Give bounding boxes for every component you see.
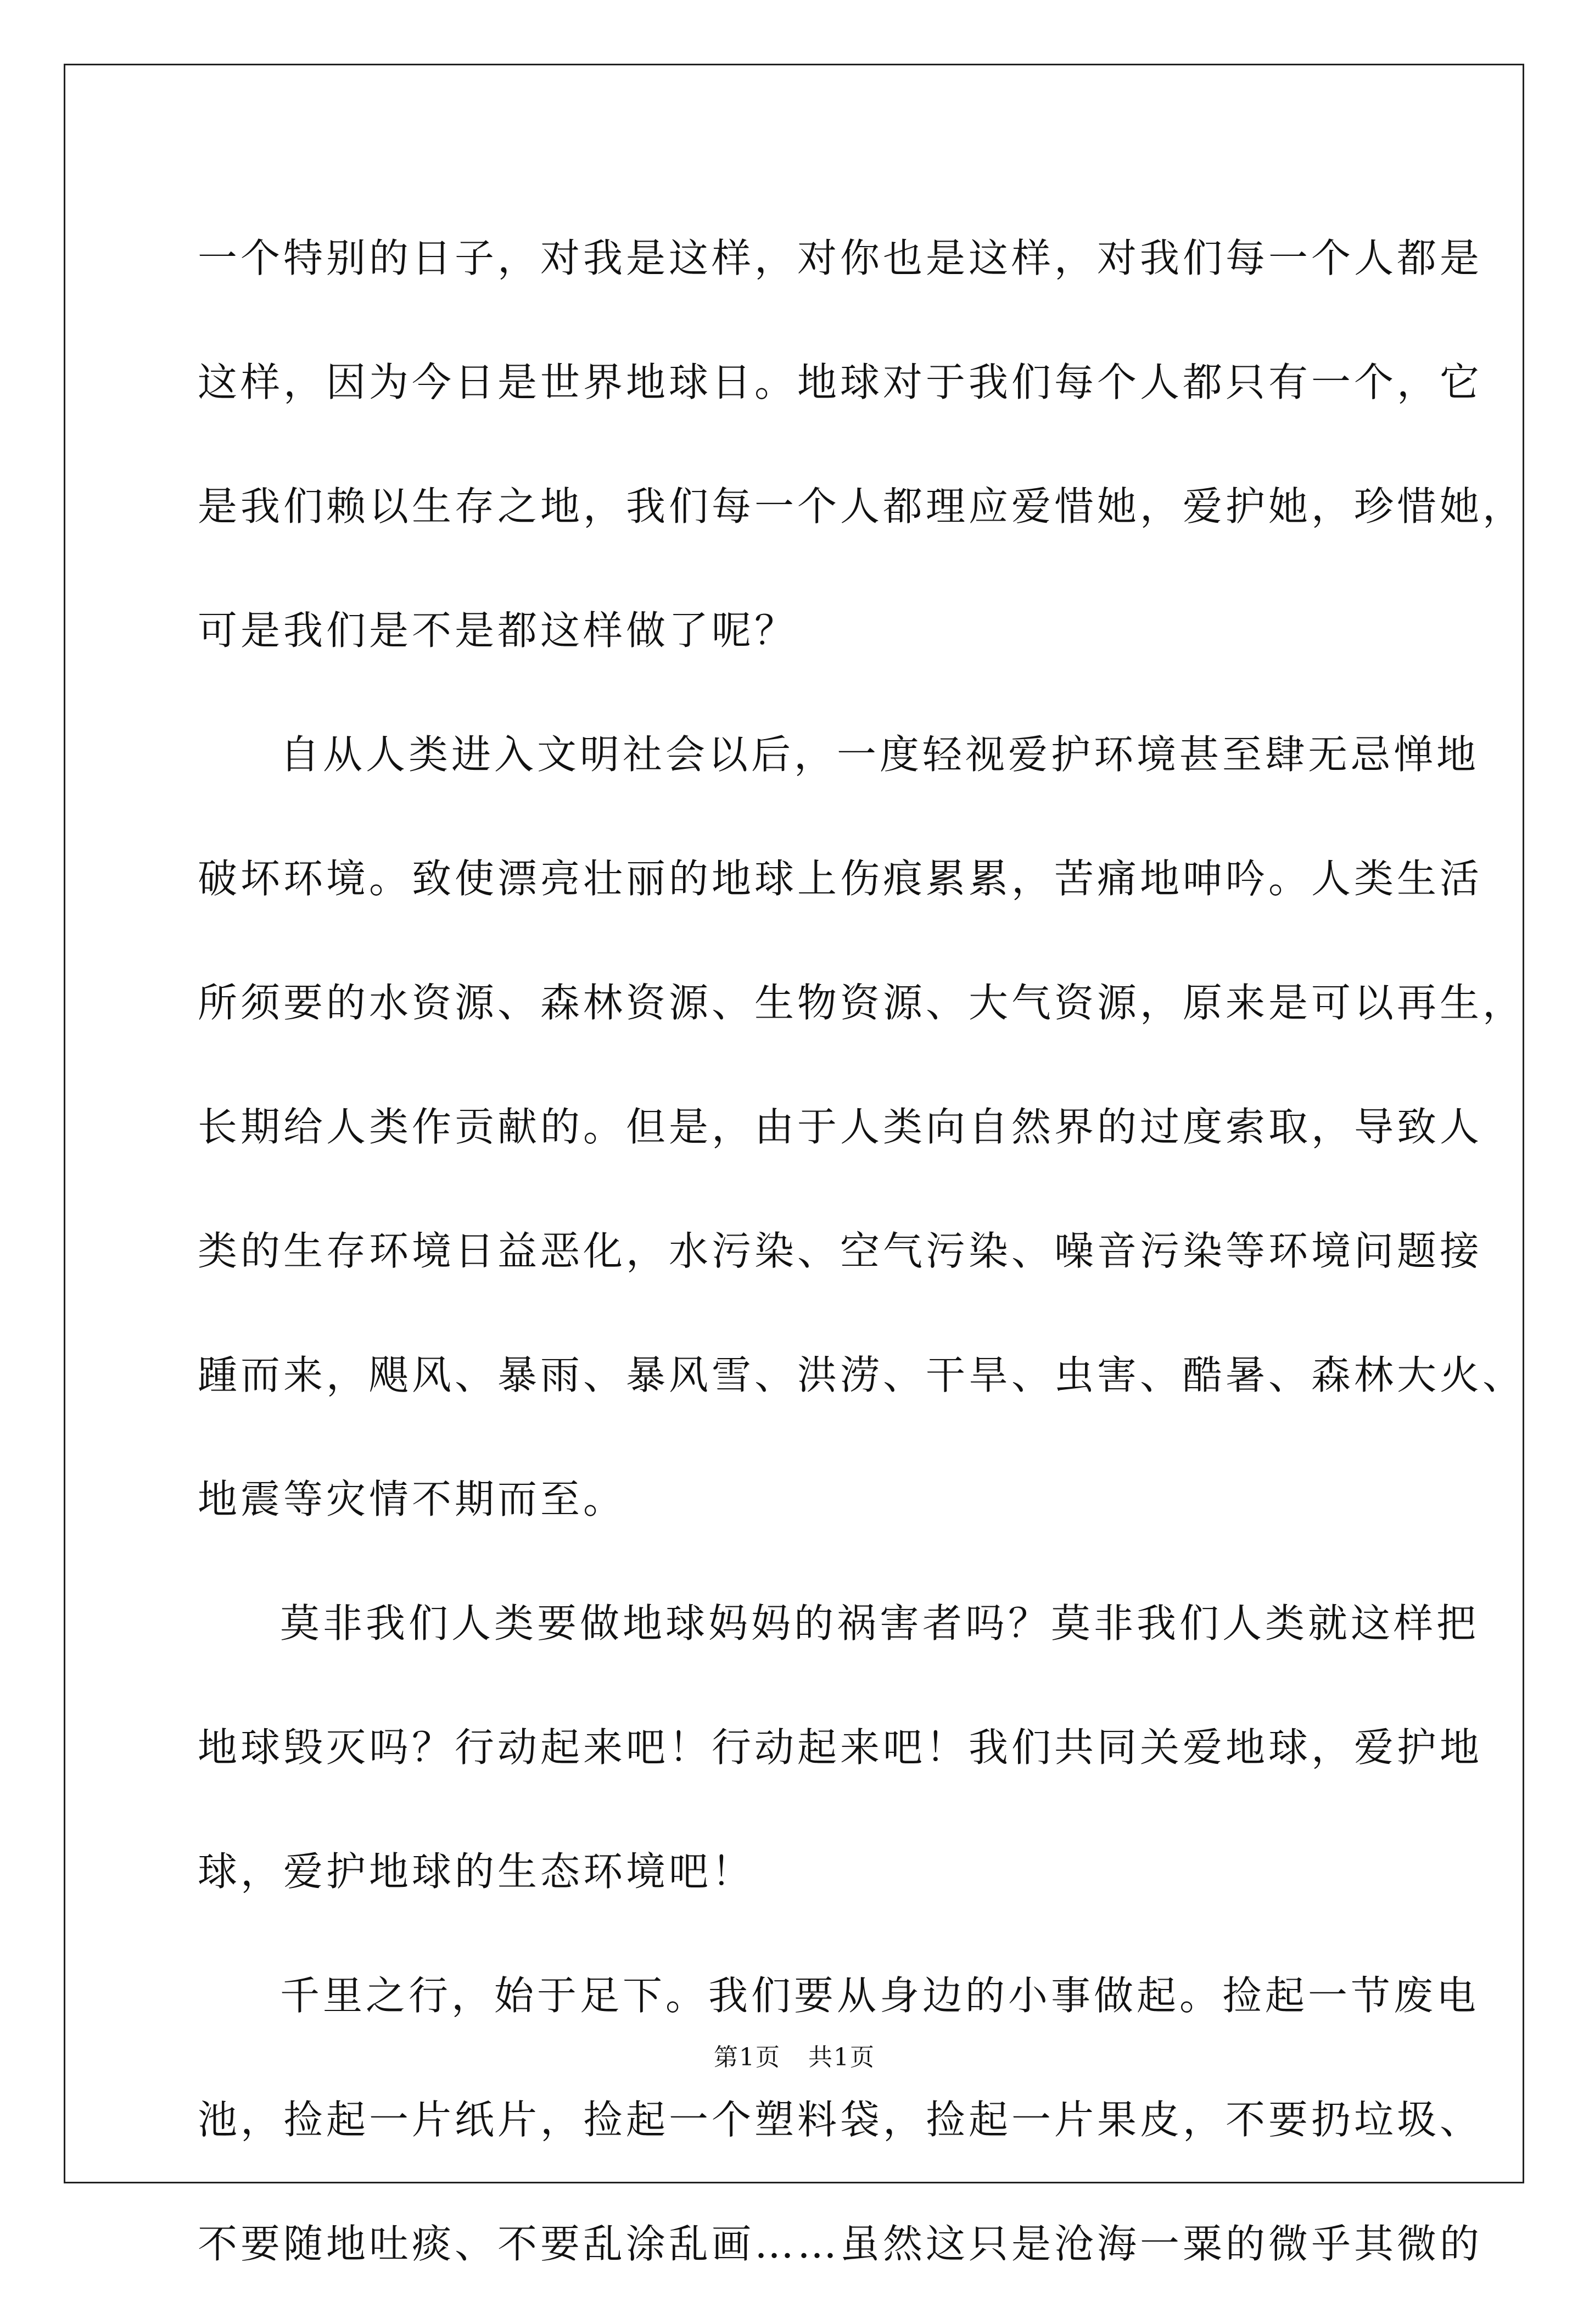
- text-line: 破坏环境。致使漂亮壮丽的地球上伤痕累累，苦痛地呻吟。人类生活: [198, 856, 1483, 902]
- text-line: 一个特别的日子，对我是这样，对你也是这样，对我们每一个人都是: [198, 235, 1483, 281]
- text-line: 类的生存环境日益恶化，水污染、空气污染、噪音污染等环境问题接: [198, 1228, 1483, 1274]
- text-line: 地球毁灭吗？行动起来吧！行动起来吧！我们共同关爱地球，爱护地: [198, 1724, 1483, 1770]
- text-line: 可是我们是不是都这样做了呢？: [198, 607, 798, 653]
- text-line: 地震等灾情不期而至。: [198, 1476, 626, 1522]
- document-body: [198, 214, 1526, 2324]
- text-line: 球，爱护地球的生态环境吧！: [198, 1848, 755, 1895]
- paragraph-start-line: 千里之行，始于足下。我们要从身边的小事做起。捡起一节废电: [280, 1973, 1480, 2019]
- text-line: 是我们赖以生存之地，我们每一个人都理应爱惜她，爱护她，珍惜她，: [198, 483, 1526, 529]
- paragraph-start-line: 莫非我们人类要做地球妈妈的祸害者吗？莫非我们人类就这样把: [280, 1600, 1480, 1646]
- text-line: 池，捡起一片纸片，捡起一个塑料袋，捡起一片果皮，不要扔垃圾、: [198, 2097, 1483, 2143]
- text-line: 长期给人类作贡献的。但是，由于人类向自然界的过度索取，导致人: [198, 1104, 1483, 1150]
- paragraph-start-line: 自从人类进入文明社会以后，一度轻视爱护环境甚至肆无忌惮地: [280, 731, 1480, 778]
- page-number-current: 第1页: [714, 2043, 781, 2071]
- text-line: 这样，因为今日是世界地球日。地球对于我们每个人都只有一个，它: [198, 359, 1483, 405]
- text-line: 不要随地吐痰、不要乱涂乱画……虽然这只是沧海一粟的微乎其微的: [198, 2221, 1483, 2267]
- text-line: 所须要的水资源、森林资源、生物资源、大气资源，原来是可以再生，: [198, 980, 1526, 1026]
- page-footer: [0, 2037, 1589, 2072]
- text-line: 踵而来，飓风、暴雨、暴风雪、洪涝、干旱、虫害、酷暑、森林大火、: [198, 1352, 1526, 1398]
- page-number-total: 共1页: [808, 2043, 875, 2071]
